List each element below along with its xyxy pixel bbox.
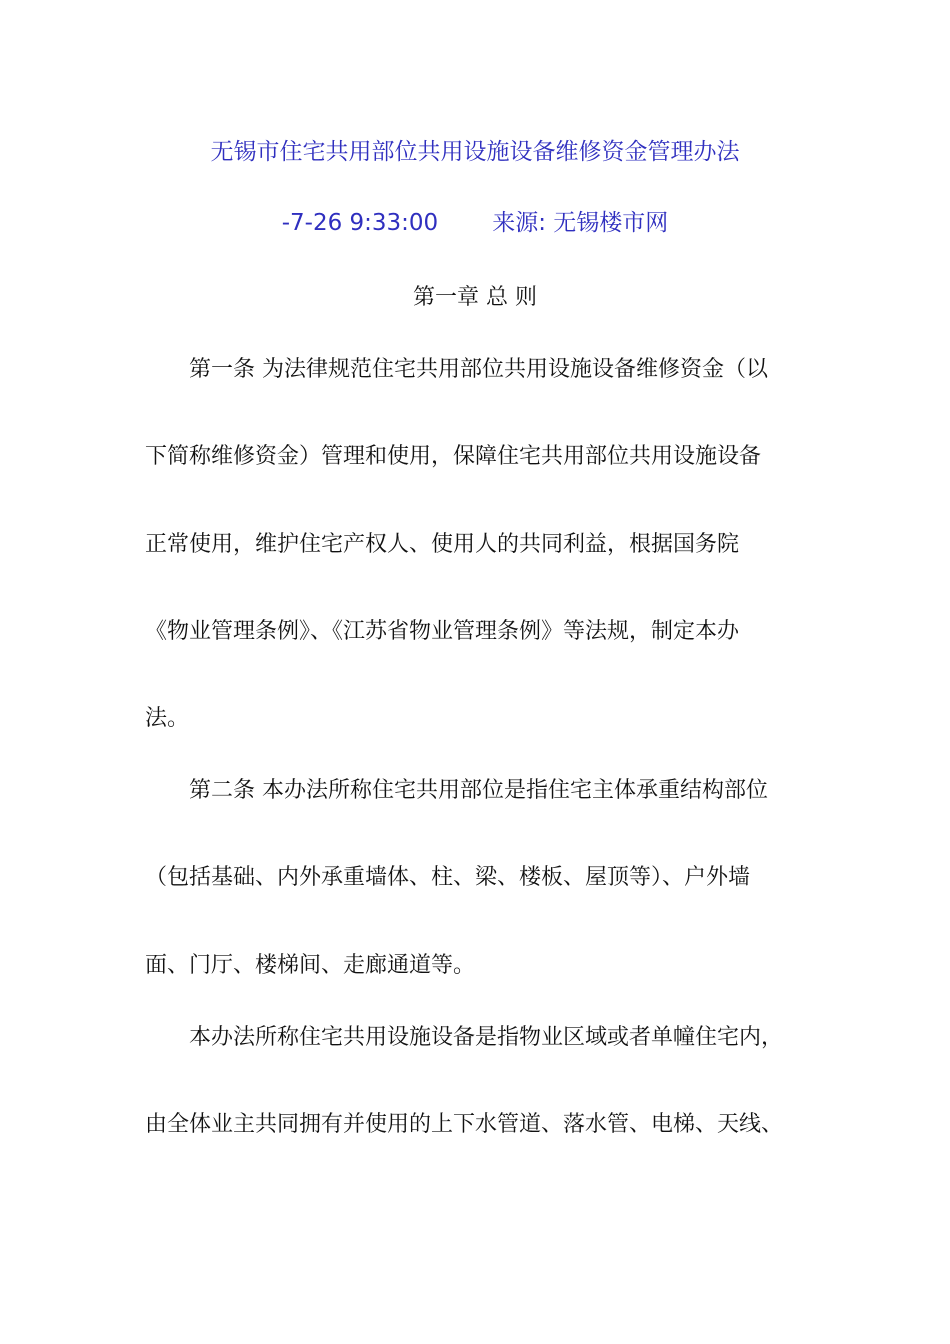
paragraph-line: 面、门厅、楼梯间、走廊通道等。	[145, 953, 476, 978]
paragraph-line: （包括基础、内外承重墙体、柱、梁、楼板、屋顶等）、户外墙	[145, 865, 751, 890]
paragraph-line: 法。	[145, 706, 190, 731]
chapter-heading: 第一章 总 则	[413, 285, 537, 310]
paragraph-line: 由全体业主共同拥有并使用的上下水管道、落水管、电梯、天线、	[145, 1112, 784, 1137]
paragraph-line: 本办法所称住宅共用设施设备是指物业区域或者单幢住宅内，	[189, 1025, 784, 1050]
publish-date: -7-26 9:33:00	[281, 210, 439, 236]
paragraph-line: 第一条 为法律规范住宅共用部位共用设施设备维修资金（以	[189, 357, 768, 382]
paragraph-line: 《物业管理条例》、《江苏省物业管理条例》等法规，制定本办	[145, 619, 740, 644]
source-label: 来源: 无锡楼市网	[492, 210, 669, 236]
document-title: 无锡市住宅共用部位共用设施设备维修资金管理办法	[210, 139, 740, 165]
document-meta	[0, 207, 950, 239]
paragraph-line: 下简称维修资金）管理和使用，保障住宅共用部位共用设施设备	[145, 444, 762, 469]
paragraph-line: 第二条 本办法所称住宅共用部位是指住宅主体承重结构部位	[189, 778, 768, 803]
paragraph-line: 正常使用，维护住宅产权人、使用人的共同利益，根据国务院	[145, 532, 740, 557]
